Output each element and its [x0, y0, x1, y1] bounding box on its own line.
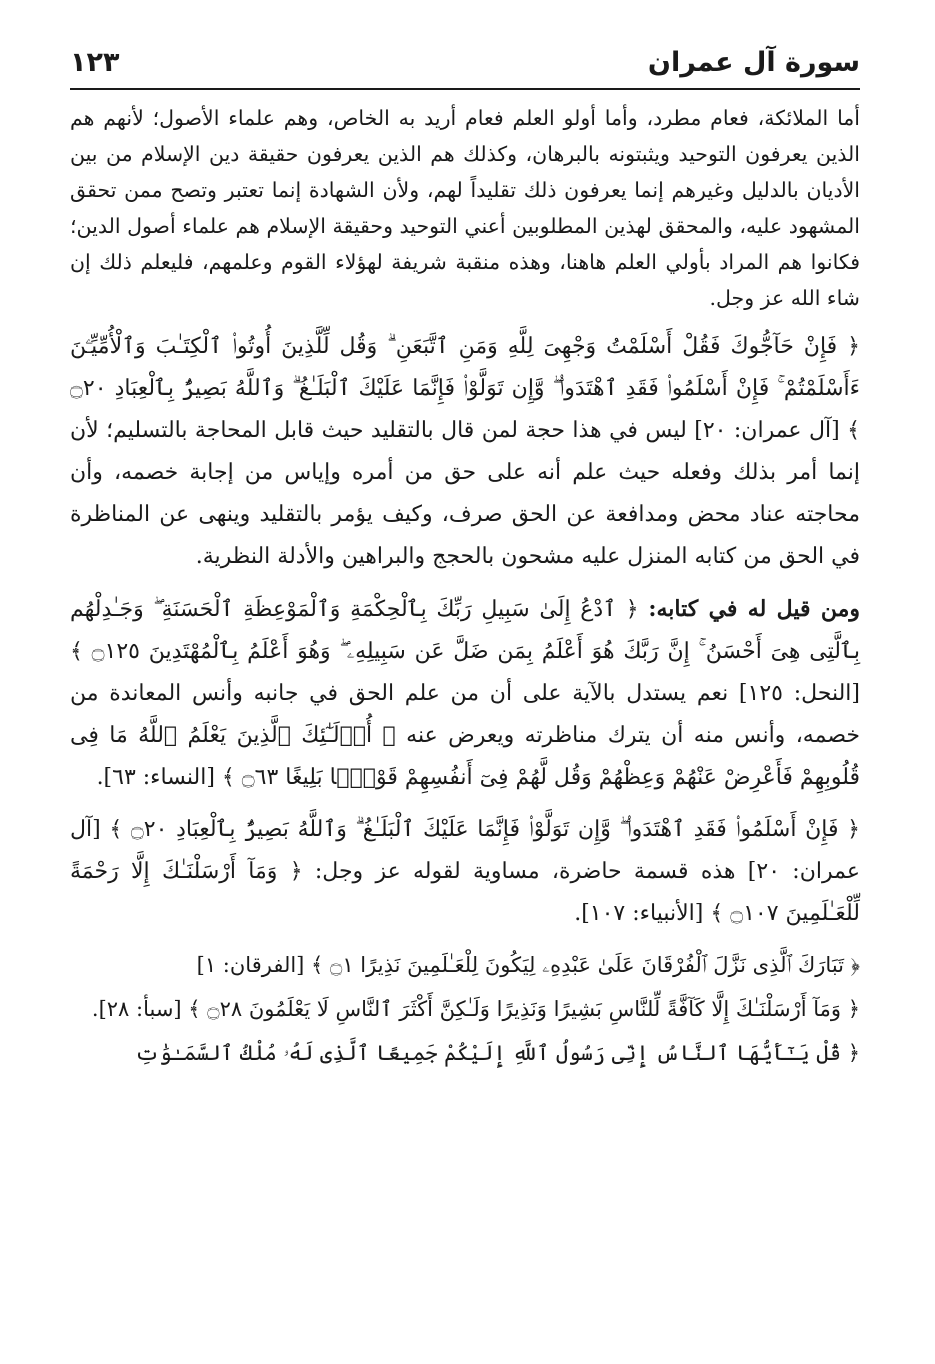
surah-title: سورة آل عمران: [647, 47, 860, 78]
paragraph-verse: [70, 1033, 860, 1073]
page-header: [70, 38, 860, 90]
paragraph-verse: [70, 989, 860, 1029]
paragraph-text: أما الملائكة، فعام مطرد، وأما أولو العلم فعام أريد به الخاص، وهم علماء الأصول؛ لأنهم هم الذين يعرفون التوحيد ويثبتونه بالبرهان، وكذلك هم الذين يعرفون حقيقة دين الإسلام من بين الأديان بالدليل وغيرهم إنما يعرفون ذلك تقليداً لهم، ولأن الشهادة إنما تعتبر وتصح ممن تحقق المشهود عليه، والمحقق لهذين المطلوبين أعني التوحيد وحقيقة الإسلام هم علماء أصول الدين؛ فكانوا هم المراد بأولي العلم هاهنا، وهذه منقبة شريفة لهؤلاء القوم وعلمهم، فليعلم ذلك إن شاء الله عز وجل.: [70, 106, 860, 310]
paragraph-text: ﴿ فَإِنْ أَسْلَمُوا۟ فَقَدِ ٱهْتَدَوا۟ ۖ وَّإِن تَوَلَّوْا۟ فَإِنَّمَا عَلَيْكَ ٱلْبَلَـٰغُ ۗ وَٱللَّهُ بَصِيرٌۢ بِٱلْعِبَادِ ۝٢٠ ﴾ [آل عمران: ٢٠] هذه قسمة حاضرة، مساوية لقوله عز وجل: ﴿ وَمَآ أَرْسَلْنَـٰكَ إِلَّا رَحْمَةً لِّلْعَـٰلَمِينَ ۝١٠٧ ﴾ [الأنبياء: ١٠٧].: [70, 817, 861, 926]
paragraph-text: ﴿ ٱدْعُ إِلَىٰ سَبِيلِ رَبِّكَ بِٱلْحِكْمَةِ وَٱلْمَوْعِظَةِ ٱلْحَسَنَةِ ۖ وَجَـٰدِلْهُم بِٱلَّتِى هِىَ أَحْسَنُ ۚ إِنَّ رَبَّكَ هُوَ أَعْلَمُ بِمَن ضَلَّ عَن سَبِيلِهِۦ ۖ وَهُوَ أَعْلَمُ بِٱلْمُهْتَدِينَ ۝١٢٥ ﴾ [النحل: ١٢٥] نعم يستدل بالآية على أن من علم الحق في جانبه وأنس المعاندة من خصمه، وأنس منه أن يترك مناظرته ويعرض عنه ﴿ أُو۟لَـٰٓئِكَ ٱلَّذِينَ يَعْلَمُ ٱللَّهُ مَا فِى قُلُوبِهِمْ فَأَعْرِضْ عَنْهُمْ وَعِظْهُمْ وَقُل لَّهُمْ فِىٓ أَنفُسِهِمْ قَوْلًۢا بَلِيغًا ۝٦٣ ﴾ [النساء: ٦٣].: [70, 597, 861, 790]
paragraph-verse-commentary: [70, 809, 860, 935]
paragraph-text: ﴿ قُلْ يَـٰٓأَيُّهَا ٱلنَّاسُ إِنِّى رَسُولُ ٱللَّهِ إِلَيْكُمْ جَمِيعًا ٱلَّذِى لَهُۥ مُلْكُ ٱلسَّمَـٰوَٰتِ: [134, 1041, 860, 1065]
paragraph-verse-commentary: [70, 588, 860, 799]
page-number: ١٢٣: [70, 47, 120, 78]
paragraph-text: ﴿ وَمَآ أَرْسَلْنَـٰكَ إِلَّا كَآفَّةً لِّلنَّاسِ بَشِيرًا وَنَذِيرًا وَلَـٰكِنَّ أَكْثَرَ ٱلنَّاسِ لَا يَعْلَمُونَ ۝٢٨ ﴾ [سبأ: ٢٨].: [91, 997, 860, 1021]
paragraph-commentary: [70, 100, 860, 316]
paragraph-lead: ومن قيل له في كتابه:: [648, 596, 860, 622]
paragraph-verse: [70, 945, 860, 985]
paragraph-text: ﴿ تَبَارَكَ ٱلَّذِى نَزَّلَ ٱلْفُرْقَانَ عَلَىٰ عَبْدِهِۦ لِيَكُونَ لِلْعَـٰلَمِينَ نَذِيرًا ۝١ ﴾ [الفرقان: ١]: [196, 953, 860, 977]
paragraph-text: ﴿ فَإِنْ حَآجُّوكَ فَقُلْ أَسْلَمْتُ وَجْهِىَ لِلَّهِ وَمَنِ ٱتَّبَعَنِ ۗ وَقُل لِّلَّذِينَ أُوتُوا۟ ٱلْكِتَـٰبَ وَٱلْأُمِّيِّـۧنَ ءَأَسْلَمْتُمْ ۚ فَإِنْ أَسْلَمُوا۟ فَقَدِ ٱهْتَدَوا۟ ۖ وَّإِن تَوَلَّوْا۟ فَإِنَّمَا عَلَيْكَ ٱلْبَلَـٰغُ ۗ وَٱللَّهُ بَصِيرٌۢ بِٱلْعِبَادِ ۝٢٠ ﴾ [آل عمران: ٢٠] ليس في هذا حجة لمن قال بالتقليد حيث قابل المحاجة بالتسليم؛ لأن إنما أمر بذلك وفعله حيث علم أنه على حق من أمره وإياس من إجابة خصمه، وأن محاجته عناد محض ومدافعة عن الحق صرف، وكيف يؤمر بالتقليد وينهى عن المناظرة في الحق من كتابه المنزل عليه مشحون بالحجج والبراهين والأدلة النظرية.: [70, 334, 860, 569]
book-page: [70, 38, 860, 1077]
paragraph-verse-commentary: [70, 326, 860, 578]
page-content: [70, 100, 860, 1073]
